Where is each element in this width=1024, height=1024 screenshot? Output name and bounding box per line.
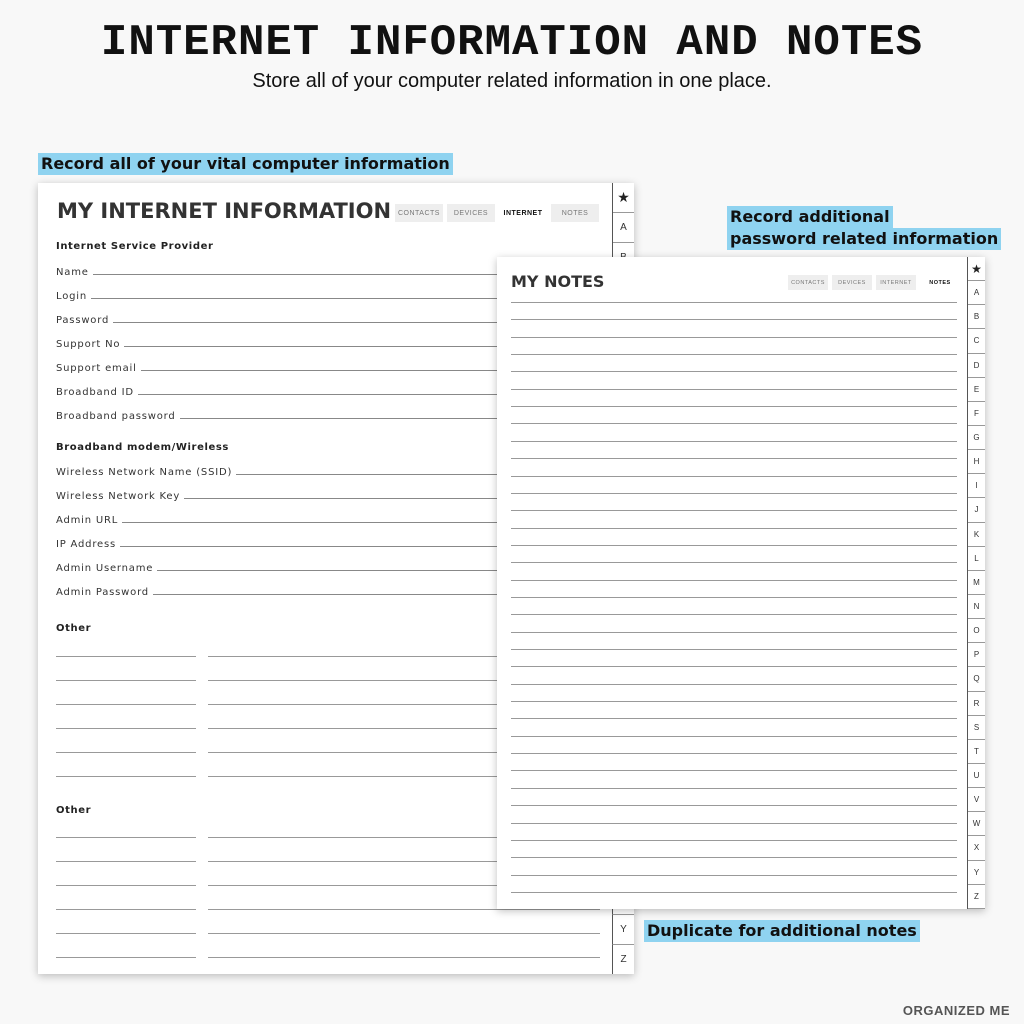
isp-field-label: Password xyxy=(56,315,110,326)
other-line-long[interactable] xyxy=(208,909,600,910)
notes-index-tabs xyxy=(967,257,985,909)
isp-field-label: Broadband password xyxy=(56,411,176,422)
modem-section-heading: Broadband modem/Wireless xyxy=(56,442,229,453)
note-line[interactable] xyxy=(511,684,957,685)
note-line[interactable] xyxy=(511,562,957,563)
index-tab-u[interactable]: U xyxy=(968,764,985,788)
notes-page-nav xyxy=(788,275,960,290)
note-line[interactable] xyxy=(511,476,957,477)
note-line[interactable] xyxy=(511,788,957,789)
other-section-heading-1: Other xyxy=(56,623,92,634)
other-line-short[interactable] xyxy=(56,752,196,753)
note-line[interactable] xyxy=(511,805,957,806)
index-tab-r[interactable]: R xyxy=(968,692,985,716)
index-tab-v[interactable]: V xyxy=(968,788,985,812)
note-line[interactable] xyxy=(511,892,957,893)
nav-tab-devices[interactable]: DEVICES xyxy=(832,275,872,290)
note-line[interactable] xyxy=(511,337,957,338)
modem-field-label: Wireless Network Name (SSID) xyxy=(56,467,233,478)
modem-field-label: Admin Password xyxy=(56,587,149,598)
isp-field-label: Broadband ID xyxy=(56,387,134,398)
isp-section-heading: Internet Service Provider xyxy=(56,241,214,252)
notes-page xyxy=(497,257,985,909)
brand-logo: ORGANIZED ME xyxy=(902,1003,1010,1018)
callout-line-1: Record additional xyxy=(727,206,893,228)
note-line[interactable] xyxy=(511,406,957,407)
index-tab-g[interactable]: G xyxy=(968,426,985,450)
nav-tab-notes[interactable]: NOTES xyxy=(551,204,599,222)
isp-field-label: Name xyxy=(56,267,89,278)
index-tab-x[interactable]: X xyxy=(968,836,985,860)
note-line[interactable] xyxy=(511,423,957,424)
other-line-short[interactable] xyxy=(56,656,196,657)
index-tab-y[interactable]: Y xyxy=(612,914,634,944)
index-tab-y[interactable]: Y xyxy=(968,861,985,885)
page-heading: INTERNET INFORMATION AND NOTES xyxy=(100,18,924,68)
note-line[interactable] xyxy=(511,753,957,754)
index-tab-z[interactable]: Z xyxy=(612,944,634,974)
note-line[interactable] xyxy=(511,545,957,546)
index-tab-z[interactable]: Z xyxy=(968,885,985,909)
nav-tab-internet[interactable]: INTERNET xyxy=(499,204,547,222)
index-tab-p[interactable]: P xyxy=(968,643,985,667)
callout-password-info xyxy=(727,206,1001,250)
other-line-short[interactable] xyxy=(56,680,196,681)
isp-field-label: Login xyxy=(56,291,87,302)
note-line[interactable] xyxy=(511,736,957,737)
note-line[interactable] xyxy=(511,458,957,459)
other-line-short[interactable] xyxy=(56,957,196,958)
index-tab-b[interactable]: B xyxy=(968,305,985,329)
callout-line-2: password related information xyxy=(727,228,1001,250)
index-tab-a[interactable]: A xyxy=(968,281,985,305)
index-tab-n[interactable]: N xyxy=(968,595,985,619)
other-line-short[interactable] xyxy=(56,704,196,705)
isp-field-label: Support No xyxy=(56,339,121,350)
index-tab-i[interactable]: I xyxy=(968,474,985,498)
other-line-short[interactable] xyxy=(56,728,196,729)
internet-page-nav xyxy=(395,204,599,222)
nav-tab-contacts[interactable]: CONTACTS xyxy=(395,204,443,222)
index-tab-h[interactable]: H xyxy=(968,450,985,474)
note-line[interactable] xyxy=(511,649,957,650)
note-line[interactable] xyxy=(511,770,957,771)
internet-page-title: MY INTERNET INFORMATION xyxy=(57,199,392,223)
nav-tab-contacts[interactable]: CONTACTS xyxy=(788,275,828,290)
nav-tab-devices[interactable]: DEVICES xyxy=(447,204,495,222)
nav-tab-internet[interactable]: INTERNET xyxy=(876,275,916,290)
other-line-long[interactable] xyxy=(208,957,600,958)
other-line-short[interactable] xyxy=(56,837,196,838)
note-line[interactable] xyxy=(511,580,957,581)
index-tab-m[interactable]: M xyxy=(968,571,985,595)
note-line[interactable] xyxy=(511,302,957,303)
index-tab-a[interactable]: A xyxy=(613,213,634,243)
index-tab-o[interactable]: O xyxy=(968,619,985,643)
note-line[interactable] xyxy=(511,718,957,719)
note-line[interactable] xyxy=(511,389,957,390)
index-tab-s[interactable]: S xyxy=(968,716,985,740)
favorites-star-icon[interactable]: ★ xyxy=(613,183,634,213)
other-line-short[interactable] xyxy=(56,776,196,777)
other-line-short[interactable] xyxy=(56,885,196,886)
modem-field-label: Admin URL xyxy=(56,515,119,526)
other-line-short[interactable] xyxy=(56,861,196,862)
isp-field-label: Support email xyxy=(56,363,137,374)
index-tab-c[interactable]: C xyxy=(968,329,985,353)
favorites-star-icon[interactable]: ★ xyxy=(968,257,985,281)
note-line[interactable] xyxy=(511,354,957,355)
modem-field-label: Wireless Network Key xyxy=(56,491,181,502)
other-line-long[interactable] xyxy=(208,933,600,934)
note-line[interactable] xyxy=(511,840,957,841)
modem-field-label: IP Address xyxy=(56,539,116,550)
note-line[interactable] xyxy=(511,666,957,667)
note-line[interactable] xyxy=(511,875,957,876)
index-tab-q[interactable]: Q xyxy=(968,667,985,691)
index-tab-f[interactable]: F xyxy=(968,402,985,426)
note-line[interactable] xyxy=(511,857,957,858)
other-section-heading-2: Other xyxy=(56,805,92,816)
note-line[interactable] xyxy=(511,823,957,824)
modem-field-label: Admin Username xyxy=(56,563,154,574)
note-line[interactable] xyxy=(511,441,957,442)
index-tab-j[interactable]: J xyxy=(968,498,985,522)
note-line[interactable] xyxy=(511,493,957,494)
nav-tab-notes[interactable]: NOTES xyxy=(920,275,960,290)
other-line-short[interactable] xyxy=(56,933,196,934)
other-line-short[interactable] xyxy=(56,909,196,910)
index-tab-k[interactable]: K xyxy=(968,523,985,547)
note-line[interactable] xyxy=(511,701,957,702)
notes-page-title: MY NOTES xyxy=(511,272,605,291)
index-tab-w[interactable]: W xyxy=(968,812,985,836)
note-line[interactable] xyxy=(511,528,957,529)
note-line[interactable] xyxy=(511,632,957,633)
index-tab-t[interactable]: T xyxy=(968,740,985,764)
index-tab-e[interactable]: E xyxy=(968,378,985,402)
page-subtitle: Store all of your computer related information in one place. xyxy=(252,70,772,92)
note-line[interactable] xyxy=(511,614,957,615)
note-line[interactable] xyxy=(511,597,957,598)
note-line[interactable] xyxy=(511,319,957,320)
index-tab-d[interactable]: D xyxy=(968,354,985,378)
callout-duplicate: Duplicate for additional notes xyxy=(644,920,920,942)
index-tab-l[interactable]: L xyxy=(968,547,985,571)
note-line[interactable] xyxy=(511,371,957,372)
note-line[interactable] xyxy=(511,510,957,511)
callout-vital-info: Record all of your vital computer information xyxy=(38,153,453,175)
